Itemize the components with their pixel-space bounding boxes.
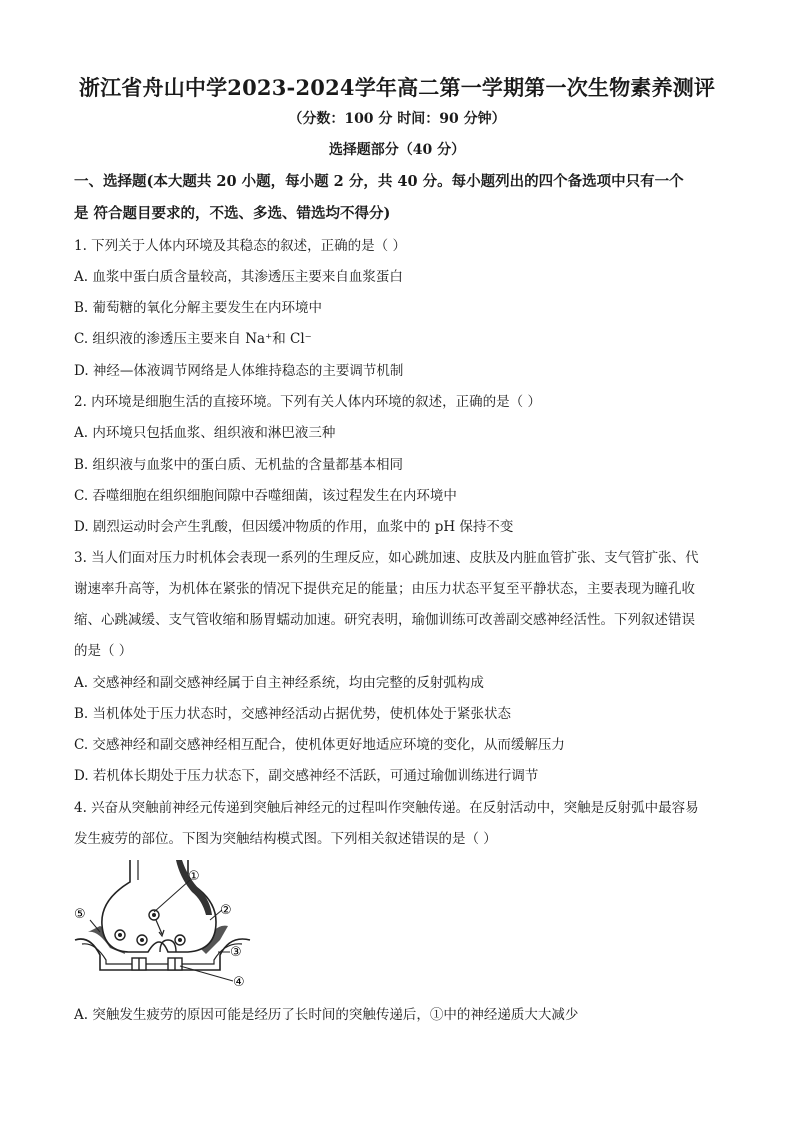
label-1: ① [188,869,200,884]
score-info: （分数：100 分 时间：90 分钟） [288,111,506,127]
postsynaptic-membrane-inner [82,944,242,964]
question-2-option-c: C. 吞噬细胞在组织细胞间隙中吞噬细菌，该过程发生在内环境中 [74,488,457,504]
question-2-option-b: B. 组织液与血浆中的蛋白质、无机盐的含量都基本相同 [74,457,404,473]
question-2-stem: 2. 内环境是细胞生活的直接环境。下列有关人体内环境的叙述，正确的是（ ） [74,394,541,410]
synapse-diagram [70,860,270,990]
question-3-stem-line-3: 缩、心跳减缓、支气管收缩和肠胃蠕动加速。研究表明，瑜伽训练可改善副交感神经活性。下列叙述错误 [74,612,695,628]
question-4-option-a: A. 突触发生疲劳的原因可能是经历了长时间的突触传递后，①中的神经递质大大减少 [74,1007,579,1023]
vesicle-core [118,933,122,937]
section-instructions-line-1: 一、选择题(本大题共 20 小题，每小题 2 分，共 40 分。每小题列出的四个备选项中只有一个 [74,173,684,190]
vesicle-core [152,913,156,917]
label-3: ③ [230,945,242,960]
question-1-option-a: A. 血浆中蛋白质含量较高，其渗透压主要来自血浆蛋白 [74,269,403,285]
question-1-option-c: C. 组织液的渗透压主要来自 Na⁺和 Cl⁻ [74,331,312,347]
question-3-stem-line-1: 3. 当人们面对压力时机体会表现一系列的生理反应，如心跳加速、皮肤及内脏血管扩张、支气管扩张、代 [74,550,699,566]
part-label: 选择题部分（40 分） [328,142,466,158]
question-1-option-b: B. 葡萄糖的氧化分解主要发生在内环境中 [74,300,323,316]
question-3-option-b: B. 当机体处于压力状态时，交感神经活动占据优势，使机体处于紧张状态 [74,706,512,722]
question-4-stem-line-2: 发生疲劳的部位。下图为突触结构模式图。下列相关叙述错误的是（ ） [74,831,497,847]
question-3-option-d: D. 若机体长期处于压力状态下，副交感神经不活跃，可通过瑜伽训练进行调节 [74,768,539,784]
question-1-option-d: D. 神经—体液调节网络是人体维持稳态的主要调节机制 [74,363,404,379]
question-3-stem-line-4: 的是（ ） [74,643,133,659]
label-2: ② [220,903,232,918]
page-title: 浙江省舟山中学2023-2024学年高二第一学期第一次生物素养测评 [78,75,716,100]
label-4: ④ [233,975,245,990]
question-1-stem: 1. 下列关于人体内环境及其稳态的叙述，正确的是（ ） [74,238,406,254]
question-3-option-a: A. 交感神经和副交感神经属于自主神经系统，均由完整的反射弧构成 [74,675,484,691]
vesicle-core [178,938,182,942]
question-2-option-d: D. 剧烈运动时会产生乳酸，但因缓冲物质的作用，血浆中的 pH 保持不变 [74,519,514,535]
question-3-option-c: C. 交感神经和副交感神经相互配合，使机体更好地适应环境的变化，从而缓解压力 [74,737,565,753]
leader-line-4 [180,966,233,981]
section-instructions-line-2: 是 符合题目要求的，不选、多选、错选均不得分) [74,205,391,222]
question-3-stem-line-2: 谢速率升高等，为机体在紧张的情况下提供充足的能量；由压力状态平复至平静状态，主要表现为瞳孔收 [74,581,695,597]
vesicle-core [140,938,144,942]
question-2-option-a: A. 内环境只包括血浆、组织液和淋巴液三种 [74,425,336,441]
synapse-svg [70,860,270,990]
question-4-stem-line-1: 4. 兴奋从突触前神经元传递到突触后神经元的过程叫作突触传递。在反射活动中，突触是反射弧中最容易 [74,800,699,816]
label-5: ⑤ [74,907,86,922]
